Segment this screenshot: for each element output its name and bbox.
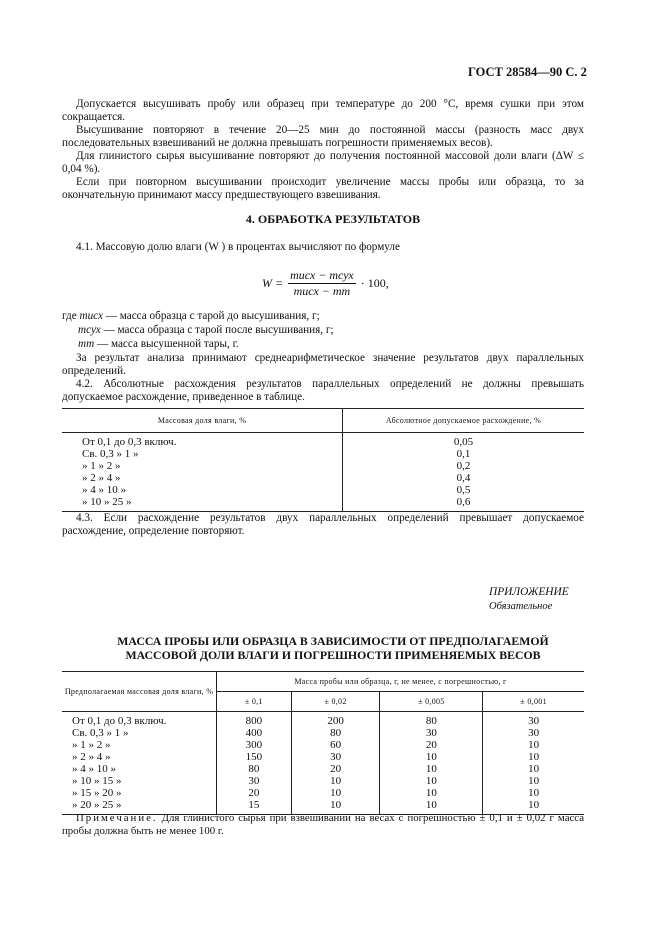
table-subheader: ± 0,001 (483, 692, 584, 712)
table-cell: 10 (291, 775, 380, 787)
paragraph-drying-repeat: Высушивание повторяют в течение 20—25 мин до постоянной массы (разность масс двух последовательных взвешиваний не должна превышать погрешности применяемых весов). (62, 124, 584, 150)
moisture-formula (262, 268, 389, 299)
appendix-title-line: МАССА ПРОБЫ ИЛИ ОБРАЗЦА В ЗАВИСИМОСТИ ОТ ПРЕДПОЛАГАЕМОЙ (117, 634, 549, 648)
table-subheader: ± 0,1 (217, 692, 292, 712)
table-header: Массовая доля влаги, % (62, 409, 343, 433)
note-text: Для глинистого сырья при взвешивании на весах с погрешностью ± 0,1 и ± 0,02 г масса пробы должна быть не менее 100 г. (62, 812, 584, 838)
table-cell: » 1 » 2 » (62, 460, 343, 472)
appendix-title-line: МАССОВОЙ ДОЛИ ВЛАГИ И ПОГРЕШНОСТИ ПРИМЕНЯЕМЫХ ВЕСОВ (125, 648, 541, 662)
table-cell: » 2 » 4 » (62, 472, 343, 484)
table-row (62, 484, 584, 496)
formula-numerator: mисх − mсух (290, 268, 354, 282)
table-cell: 20 (217, 787, 292, 799)
table-cell: 80 (380, 712, 483, 728)
table-header: Абсолютное допускаемое расхождение, % (343, 409, 585, 433)
table-cell: 400 (217, 727, 292, 739)
paragraph-4-3: 4.3. Если расхождение результатов двух параллельных определений превышает допускаемое расхождение, определение повторяют. (62, 512, 584, 538)
legend-text: — масса высушенной тары, г. (96, 338, 239, 350)
table-cell: 10 (483, 799, 584, 815)
table-cell: 10 (528, 787, 540, 800)
table-cell: 15 (217, 799, 292, 815)
table-cell: 0,6 (343, 496, 585, 512)
table-row (62, 751, 584, 763)
paragraph-result: За результат анализа принимают среднеарифметическое значение результатов двух параллельных определений. (62, 352, 584, 378)
table-cell: 10 (380, 751, 483, 763)
table-cell: 30 (380, 727, 483, 739)
formula-lhs: W = (262, 275, 284, 290)
table-cell: 0,05 (453, 436, 474, 449)
table-row (62, 712, 584, 728)
table-header: Предполагаемая массовая доля влаги, % (62, 672, 217, 712)
table-cell: 30 (528, 715, 540, 728)
legend-line (78, 324, 334, 337)
table-cell: 10 (380, 763, 483, 775)
table-row (62, 787, 584, 799)
table-cell: » 10 » 15 » (62, 775, 217, 787)
table-cell: 0,5 (456, 484, 471, 497)
table-cell: 10 (291, 799, 380, 815)
table-cell: 80 (217, 763, 292, 775)
paragraph-drying-temperature: Допускается высушивать пробу или образец при температуре до 200 °С, время сушки при этом сокращается. (62, 98, 584, 124)
table-row (62, 460, 584, 472)
table-cell: 30 (217, 775, 292, 787)
table-cell: » 4 » 10 » (62, 484, 343, 496)
table-cell: От 0,1 до 0,3 включ. (62, 712, 217, 728)
table-cell: От 0,1 до 0,3 включ. (62, 433, 343, 449)
table-cell: 80 (291, 727, 380, 739)
table-row (62, 496, 584, 512)
table-row (62, 739, 584, 751)
table-cell: 30 (291, 751, 380, 763)
note-label: Примечание. (76, 812, 158, 824)
table-cell: 10 (380, 799, 483, 815)
formula-fraction (288, 268, 356, 299)
page-header: ГОСТ 28584—90 С. 2 (468, 65, 587, 79)
table-cell: » 15 » 20 » (62, 787, 217, 799)
table-cell: 200 (291, 712, 380, 728)
table-row (62, 763, 584, 775)
table-cell: 0,1 (456, 448, 471, 461)
table-cell: 800 (217, 712, 292, 728)
table-cell: 20 (291, 763, 380, 775)
paragraph-4-1: 4.1. Массовую долю влаги (W ) в процентах вычисляют по формуле (76, 241, 400, 253)
paragraph-clay-drying: Для глинистого сырья высушивание повторяют до получения постоянной массовой доли влаги (ΔW ≤ 0,04 %). (62, 150, 584, 176)
table-row (62, 433, 584, 449)
table-cell: » 10 » 25 » (62, 496, 343, 512)
tolerance-table (62, 408, 584, 512)
table-cell: » 20 » 25 » (62, 799, 217, 815)
table-cell: » 1 » 2 » (62, 739, 217, 751)
legend-line (62, 310, 320, 323)
table-cell: Св. 0,3 » 1 » (62, 448, 343, 460)
appendix-sublabel: Обязательное (489, 601, 553, 612)
table-row (62, 472, 584, 484)
legend-line (78, 338, 239, 351)
table-cell: 10 (528, 763, 540, 776)
table-cell: 10 (291, 787, 380, 799)
legend-lead: где (62, 310, 77, 322)
table-cell: 10 (528, 739, 540, 752)
table-cell: 60 (291, 739, 380, 751)
table-row (62, 448, 584, 460)
paragraph-4-2: 4.2. Абсолютные расхождения результатов параллельных определений не должны превышать допускаемое расхождение, приведенное в таблице. (62, 378, 584, 404)
table-cell: 10 (380, 775, 483, 787)
table-cell: 150 (217, 751, 292, 763)
legend-symbol: mисх (79, 310, 103, 322)
formula-tail: · 100, (360, 275, 389, 290)
legend-text: — масса образца с тарой после высушивания, г; (103, 324, 334, 336)
legend-symbol: mт (78, 338, 95, 350)
table-cell: 10 (380, 787, 483, 799)
appendix-label: ПРИЛОЖЕНИЕ (489, 586, 569, 598)
section-title: 4. ОБРАБОТКА РЕЗУЛЬТАТОВ (245, 212, 421, 226)
table-cell: 300 (217, 739, 292, 751)
formula-denominator: mисх − mт (293, 284, 351, 298)
table-row (62, 775, 584, 787)
legend-symbol: mсух (78, 324, 101, 336)
table-subheader: ± 0,02 (291, 692, 380, 712)
table-cell: 0,4 (456, 472, 471, 485)
table-cell: 0,2 (456, 460, 471, 473)
sample-mass-table (62, 671, 584, 815)
appendix-note (62, 812, 584, 838)
table-group-header: Масса пробы или образца, г, не менее, с погрешностью, г (217, 672, 585, 692)
table-cell: 10 (528, 751, 540, 764)
table-cell: 30 (528, 727, 540, 740)
table-cell: » 2 » 4 » (62, 751, 217, 763)
legend-text: — масса образца с тарой до высушивания, г; (105, 310, 320, 322)
table-subheader: ± 0,005 (380, 692, 483, 712)
paragraph-mass-increase: Если при повторном высушивании происходит увеличение массы пробы или образца, то за окончательную принимают массу предшествующего взвешивания. (62, 176, 584, 202)
table-cell: 20 (380, 739, 483, 751)
table-cell: 10 (528, 775, 540, 788)
table-row (62, 727, 584, 739)
table-cell: » 4 » 10 » (62, 763, 217, 775)
table-cell: Св. 0,3 » 1 » (62, 727, 217, 739)
